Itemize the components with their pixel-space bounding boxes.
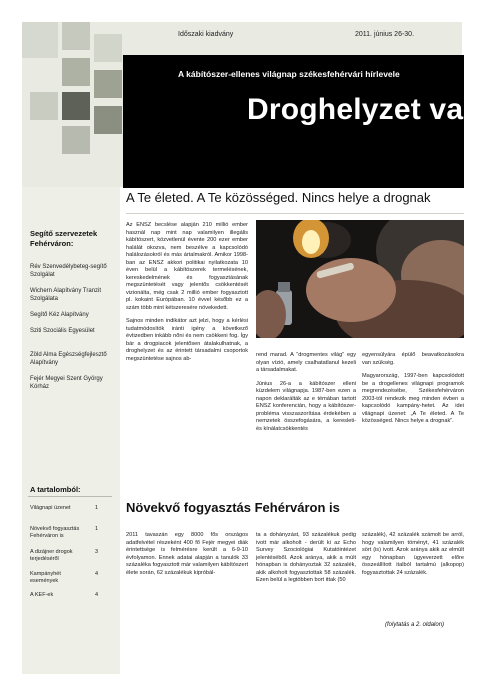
article-column-2 [256, 352, 356, 439]
article-column-3 [362, 352, 464, 432]
publication-date: 2011. június 26-30. [355, 31, 415, 38]
paragraph: 2011 tavaszán egy 8000 fős országos adatfelvétel részeként 400 fő Fejér megyei diák érintettsége is felmérésre került a 6-9-10 évfolyamon. Ennek adatai alapján a tanulók 33 százaléka fogyasztott már valamilyen kábítószert élete során, 62 százalékuk kipróbál- [126, 532, 248, 576]
sidebar [22, 187, 120, 674]
org-item: Wichern Alapítvány Tranzit Szolgálata [30, 288, 102, 302]
deco-square [94, 70, 122, 98]
org-item: Fejér Megyei Szent György Kórház [30, 376, 103, 390]
toc-item-label[interactable]: Növekvő fogyasztás Fehérváron is [30, 526, 80, 539]
deco-square [94, 106, 122, 134]
deco-square [62, 92, 90, 120]
article-photo [256, 220, 464, 338]
publication-type: Időszaki kiadvány [178, 31, 234, 38]
toc-item-label[interactable]: A KEF-ek [30, 592, 54, 598]
article-column-1 [126, 222, 248, 369]
continued-note[interactable]: (folytatás a 2. oldalon) [385, 622, 445, 628]
toc-item-page: 3 [95, 549, 99, 555]
paragraph: Magyarország, 1997-ben kapcsolódott be a drogellenes világnapi programok megrendezésébe, Székesfehérváron 2003-tól rendezik meg minden évben a kapcsolódó kampány-hetet. Az idei világnapi üzenet: „A Te életed. A Te közösséged. Nincs helye a drognak”. [362, 373, 464, 424]
org-item: Sziti Szociális Egyesület [30, 328, 95, 334]
toc-item-label[interactable]: Világnapi üzenet [30, 505, 71, 511]
deco-square [62, 58, 90, 86]
paragraph: Az ENSZ becslése alapján 210 millió ember használ nap mint nap valamilyen illegális kábítószert, közvetlenül évente 200 ezer ember halálát okozva, nem beszélve a kapcsolódó halálozásokról és más ártalmakról. Amikor 1998-ban az ENSZ akkori politikai nyilatkozata 10 éven belül a kábítószerek termelésének, kereskedelmének és fogyasztásának megszüntetését vagy jelentős csökkentését vizionálta, még csak 2 millió ember fogyasztott pl. kokaint Európában. 10 évvel később ez a szám több mint kétszeresére növekedett. [126, 222, 248, 311]
toc-item-page: 1 [95, 526, 99, 532]
paragraph: egyensúlyára épülő beavatkozásokra van szükség. [362, 352, 464, 366]
toc-item-page: 1 [95, 505, 99, 511]
paragraph: Június 26-a a kábítószer elleni küzdelem világnapja. 1987-ben ezen a napon deklarálták az e témában tartott ENSZ konferencián, hogy a kábítószer-probléma visszaszorítása érdekében a nemzetek összefogására, a keresleti- és kínálatcsökkentés [256, 380, 356, 432]
deco-square [94, 34, 122, 62]
divider [126, 213, 464, 214]
paragraph: ta a dohányzást, 93 százalékuk pedig ivott már alkoholt - derült ki az Echo Survey Szociológiai Kutatóintézet jelentéséből. Azok aránya, akik a múlt hónapban is dohányoztak 32 százalék, akik alkoholt fogyasztottak 58 százalék. Ezen belül a legtöbben bort ittak (50 [256, 532, 356, 583]
deco-square [22, 22, 58, 58]
masthead-title: Droghelyzet van [247, 93, 482, 126]
org-item: Rév Szenvedélybeteg-segítő Szolgálat [30, 264, 107, 278]
smoking-photo-illustration [256, 220, 464, 338]
section-title: Növekvő fogyasztás Fehérváron is [126, 500, 340, 515]
deco-square [30, 92, 58, 120]
paragraph: Sajnos minden indikátor azt jelzi, hogy a kérlési tudatmódosítók iránti igény a következő évtizedben inkább nőni és nem csökkeni fog. Így bár a drogpiacok jelentősen átalakulhatnak, a droghelyzet és az érintett társadalmi csoportok megszüntetése sajnos ab- [126, 318, 248, 362]
org-item: Zöld Alma Egészségfejlesztő Alapítvány [30, 352, 107, 366]
tagline: A kábítószer-ellenes világnap székesfehérvári hírlevele [178, 69, 400, 79]
divider [28, 496, 112, 497]
article-column-2 [256, 532, 356, 591]
article-column-1 [126, 532, 248, 583]
article-column-3 [362, 532, 464, 583]
paragraph: százalék), 42 százalék számolt be arról, hogy valamilyen töményt, 41 százalék sört (is) ivott. Azok aránya akik az elmúlt egy hónapban ügyeverzett előre összeállított italból tartalmú (alkopop) fogyasztottak 24 százalék. [362, 532, 464, 576]
org-item: Segítő Kéz Alapítvány [30, 312, 89, 318]
toc-title: A tartalomból: [30, 485, 81, 494]
paragraph: rend marad. A “drogmentes világ” egy olyan vízió, amely csalhatatlanul kezeli a társadalmakat. [256, 352, 356, 373]
toc-item-label[interactable]: A dizájner drogok terjedéséről [30, 549, 73, 562]
deco-square [62, 126, 90, 154]
deco-square [62, 22, 90, 50]
headline: A Te életed. A Te közösséged. Nincs helye a drognak [126, 190, 431, 205]
sidebar-title: Segítő szervezetek Fehérváron: [30, 229, 98, 248]
toc-item-label[interactable]: Kampányhét események [30, 571, 61, 584]
toc-item-page: 4 [95, 571, 99, 577]
toc-item-page: 4 [95, 592, 99, 598]
